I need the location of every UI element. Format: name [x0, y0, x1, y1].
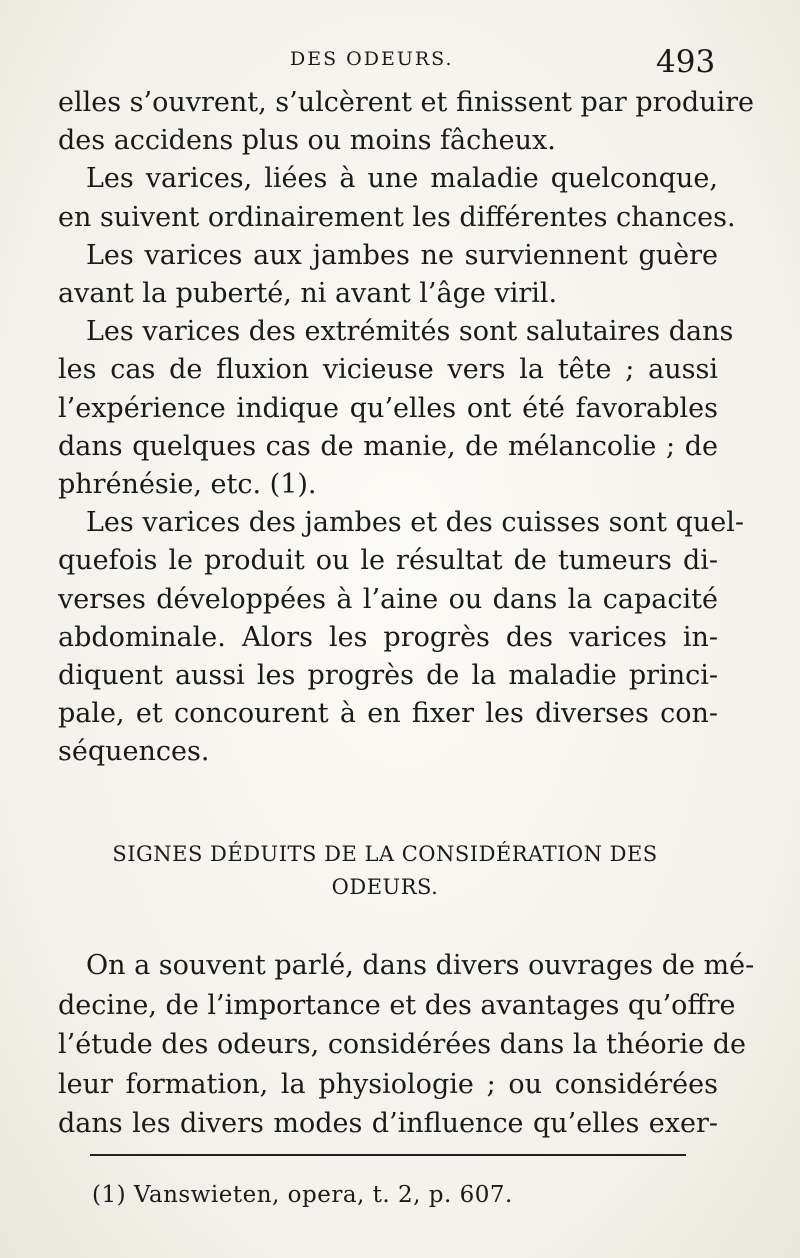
text-line: Les varices des extrémités sont salutaires dans	[86, 316, 734, 348]
text-line: quefois le produit ou le résultat de tumeurs di-	[58, 545, 718, 577]
text-line: verses développées à l’aine ou dans la capacité	[58, 583, 718, 615]
footnote: (1) Vanswieten, opera, t. 2, p. 607.	[92, 1182, 513, 1208]
text-line: en suivent ordinairement les différentes chances.	[58, 201, 736, 233]
page-number: 493	[656, 44, 716, 80]
text-line: séquences.	[58, 736, 210, 768]
paragraph-3	[58, 237, 718, 313]
text-line: abdominale. Alors les progrès des varices in-	[58, 621, 718, 653]
text-line: l’expérience indique qu’elles ont été favorables	[58, 392, 718, 424]
text-line: Les varices, liées à une maladie quelconque,	[86, 163, 718, 195]
text-line: On a souvent parlé, dans divers ouvrages de mé-	[86, 950, 755, 981]
text-line: Les varices aux jambes ne surviennent guère	[86, 239, 718, 271]
text-line: dans les divers modes d’influence qu’elles exer-	[58, 1108, 718, 1139]
footnote-divider	[90, 1154, 686, 1156]
section-heading	[100, 838, 670, 904]
text-line: l’étude des odeurs, considérées dans la théorie de	[58, 1029, 746, 1060]
running-head	[0, 42, 800, 82]
paragraph-5	[58, 504, 744, 771]
text-line: pale, et concourent à en fixer les diverses con-	[58, 698, 718, 730]
paragraph-2	[58, 160, 736, 236]
text-line: Les varices des jambes et des cuisses sont quel-	[86, 507, 744, 539]
text-line: decine, de l’importance et des avantages qu’offre	[58, 989, 736, 1021]
body-text-bottom	[58, 946, 755, 1144]
paragraph-1	[58, 84, 755, 160]
section-heading-line-1: SIGNES DÉDUITS DE LA CONSIDÉRATION DES	[112, 842, 658, 866]
section-heading-line-2: ODEURS.	[331, 875, 439, 899]
text-line: leur formation, la physiologie ; ou considérées	[58, 1068, 718, 1100]
text-line: elles s’ouvrent, s’ulcèrent et finissent par produire	[58, 87, 755, 118]
paragraph-4	[58, 313, 734, 504]
text-line: des accidens plus ou moins fâcheux.	[58, 125, 556, 157]
text-line: diquent aussi les progrès de la maladie princi-	[58, 660, 718, 692]
text-line: les cas de fluxion vicieuse vers la tête ; aussi	[58, 354, 718, 386]
text-line: dans quelques cas de manie, de mélancolie ; de	[58, 430, 718, 462]
text-line: phrénésie, etc. (1).	[58, 469, 317, 501]
text-line: avant la puberté, ni avant l’âge viril.	[58, 278, 558, 310]
body-text-top	[58, 84, 755, 772]
running-title: DES ODEURS.	[290, 48, 454, 70]
